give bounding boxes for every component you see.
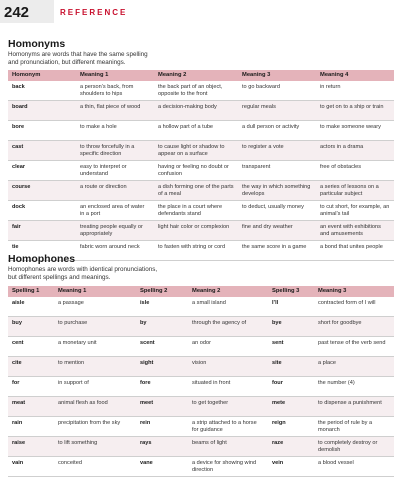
spelling-cell: cite (8, 357, 54, 377)
meaning-cell: through the agency of (188, 317, 268, 337)
meaning-cell: regular meals (238, 101, 316, 121)
spelling-cell: aisle (8, 297, 54, 317)
spelling-cell: vane (136, 457, 188, 477)
meaning-cell: a decision-making body (154, 101, 238, 121)
meaning-cell: a hollow part of a tube (154, 121, 238, 141)
meaning-cell: a dish forming one of the parts of a meal (154, 181, 238, 201)
table-row (8, 457, 394, 477)
table-row (8, 101, 394, 121)
meaning-cell: to lift something (54, 437, 136, 457)
table-row (8, 181, 394, 201)
meaning-cell: free of obstacles (316, 161, 394, 181)
table-row (8, 121, 394, 141)
meaning-cell: to deduct, usually money (238, 201, 316, 221)
table-row (8, 377, 394, 397)
homonyms-intro-line1: Homonyms are words that have the same spelling (8, 51, 148, 58)
col-meaning-1: Meaning 1 (54, 286, 136, 297)
homonyms-table (8, 70, 394, 261)
spelling-cell: four (268, 377, 314, 397)
table-row (8, 317, 394, 337)
col-meaning-3: Meaning 3 (238, 70, 316, 81)
col-meaning-2: Meaning 2 (188, 286, 268, 297)
spelling-cell: for (8, 377, 54, 397)
page-number: 242 (4, 4, 30, 21)
meaning-cell: a blood vessel (314, 457, 394, 477)
homophones-intro-line1: Homophones are words with identical pronunciations, (8, 266, 158, 273)
meaning-cell: vision (188, 357, 268, 377)
meaning-cell: a strip attached to a horse for guidance (188, 417, 268, 437)
homonym-word: cast (8, 141, 76, 161)
spelling-cell: fore (136, 377, 188, 397)
meaning-cell: to make someone weary (316, 121, 394, 141)
spelling-cell: I’ll (268, 297, 314, 317)
meaning-cell: to completely destroy or demolish (314, 437, 394, 457)
col-meaning-4: Meaning 4 (316, 70, 394, 81)
homonym-word: clear (8, 161, 76, 181)
table-row (8, 357, 394, 377)
col-spelling-2: Spelling 2 (136, 286, 188, 297)
meaning-cell: to get on to a ship or train (316, 101, 394, 121)
spelling-cell: site (268, 357, 314, 377)
meaning-cell: a person’s back, from shoulders to hips (76, 81, 154, 101)
homophones-title: Homophones (8, 253, 76, 265)
meaning-cell: the number (4) (314, 377, 394, 397)
spelling-cell: bye (268, 317, 314, 337)
homonym-word: back (8, 81, 76, 101)
meaning-cell: animal flesh as food (54, 397, 136, 417)
meaning-cell: the same score in a game (238, 241, 316, 261)
table-row (8, 397, 394, 417)
meaning-cell: the back part of an object, opposite to the front (154, 81, 238, 101)
meaning-cell: an enclosed area of water in a port (76, 201, 154, 221)
meaning-cell: in return (316, 81, 394, 101)
table-row (8, 221, 394, 241)
meaning-cell: precipitation from the sky (54, 417, 136, 437)
meaning-cell: to register a vote (238, 141, 316, 161)
col-meaning-3: Meaning 3 (314, 286, 394, 297)
homonym-word: tie (8, 241, 76, 261)
table-row (8, 297, 394, 317)
homonym-word: bore (8, 121, 76, 141)
homonym-word: board (8, 101, 76, 121)
col-homonym: Homonym (8, 70, 76, 81)
meaning-cell: to purchase (54, 317, 136, 337)
meaning-cell: treating people equally or appropriately (76, 221, 154, 241)
table-row (8, 161, 394, 181)
spelling-cell: meet (136, 397, 188, 417)
meaning-cell: situated in front (188, 377, 268, 397)
meaning-cell: to go backward (238, 81, 316, 101)
meaning-cell: a route or direction (76, 181, 154, 201)
meaning-cell: easy to interpret or understand (76, 161, 154, 181)
meaning-cell: to get together (188, 397, 268, 417)
homonym-word: course (8, 181, 76, 201)
spelling-cell: vain (8, 457, 54, 477)
homophones-header-row (8, 286, 394, 297)
table-row (8, 437, 394, 457)
homonym-word: dock (8, 201, 76, 221)
homophones-intro (8, 266, 388, 282)
homonyms-title: Homonyms (8, 38, 66, 50)
meaning-cell: a monetary unit (54, 337, 136, 357)
spelling-cell: rays (136, 437, 188, 457)
spelling-cell: raise (8, 437, 54, 457)
meaning-cell: a thin, flat piece of wood (76, 101, 154, 121)
homophones-intro-line2: but different spellings and meanings. (8, 274, 111, 281)
spelling-cell: reign (268, 417, 314, 437)
meaning-cell: a device for showing wind direction (188, 457, 268, 477)
meaning-cell: the way in which something develops (238, 181, 316, 201)
spelling-cell: buy (8, 317, 54, 337)
section-label: REFERENCE (60, 8, 128, 17)
spelling-cell: rain (8, 417, 54, 437)
col-spelling-1: Spelling 1 (8, 286, 54, 297)
spelling-cell: sight (136, 357, 188, 377)
meaning-cell: to throw forcefully in a specific direction (76, 141, 154, 161)
homonyms-intro-line2: and pronunciation, but different meanings. (8, 59, 126, 66)
meaning-cell: a series of lessons on a particular subject (316, 181, 394, 201)
table-row (8, 141, 394, 161)
table-row (8, 201, 394, 221)
spelling-cell: mete (268, 397, 314, 417)
homonyms-header-row (8, 70, 394, 81)
meaning-cell: an odor (188, 337, 268, 357)
spelling-cell: vein (268, 457, 314, 477)
col-meaning-1: Meaning 1 (76, 70, 154, 81)
spelling-cell: cent (8, 337, 54, 357)
meaning-cell: to dispense a punishment (314, 397, 394, 417)
homonym-word: fair (8, 221, 76, 241)
spelling-cell: rein (136, 417, 188, 437)
meaning-cell: to mention (54, 357, 136, 377)
meaning-cell: in support of (54, 377, 136, 397)
meaning-cell: to fasten with string or cord (154, 241, 238, 261)
meaning-cell: contracted form of I will (314, 297, 394, 317)
spelling-cell: raze (268, 437, 314, 457)
meaning-cell: actors in a drama (316, 141, 394, 161)
meaning-cell: the period of rule by a monarch (314, 417, 394, 437)
meaning-cell: a passage (54, 297, 136, 317)
meaning-cell: the place in a court where defendants stand (154, 201, 238, 221)
col-spelling-3: Spelling 3 (268, 286, 314, 297)
meaning-cell: a bond that unites people (316, 241, 394, 261)
spelling-cell: scent (136, 337, 188, 357)
meaning-cell: having or feeling no doubt or confusion (154, 161, 238, 181)
meaning-cell: conceited (54, 457, 136, 477)
meaning-cell: a place (314, 357, 394, 377)
meaning-cell: to cause light or shadow to appear on a surface (154, 141, 238, 161)
meaning-cell: past tense of the verb send (314, 337, 394, 357)
meaning-cell: to make a hole (76, 121, 154, 141)
meaning-cell: transparent (238, 161, 316, 181)
homophones-table (8, 286, 394, 477)
meaning-cell: beams of light (188, 437, 268, 457)
meaning-cell: fine and dry weather (238, 221, 316, 241)
meaning-cell: an event with exhibitions and amusements (316, 221, 394, 241)
spelling-cell: by (136, 317, 188, 337)
homonyms-intro (8, 51, 388, 67)
meaning-cell: fabric worn around neck (76, 241, 154, 261)
meaning-cell: a dull person or activity (238, 121, 316, 141)
spelling-cell: sent (268, 337, 314, 357)
table-row (8, 337, 394, 357)
meaning-cell: light hair color or complexion (154, 221, 238, 241)
col-meaning-2: Meaning 2 (154, 70, 238, 81)
spelling-cell: isle (136, 297, 188, 317)
table-row (8, 417, 394, 437)
meaning-cell: a small island (188, 297, 268, 317)
meaning-cell: short for goodbye (314, 317, 394, 337)
meaning-cell: to cut short, for example, an animal’s tail (316, 201, 394, 221)
spelling-cell: meat (8, 397, 54, 417)
table-row (8, 81, 394, 101)
